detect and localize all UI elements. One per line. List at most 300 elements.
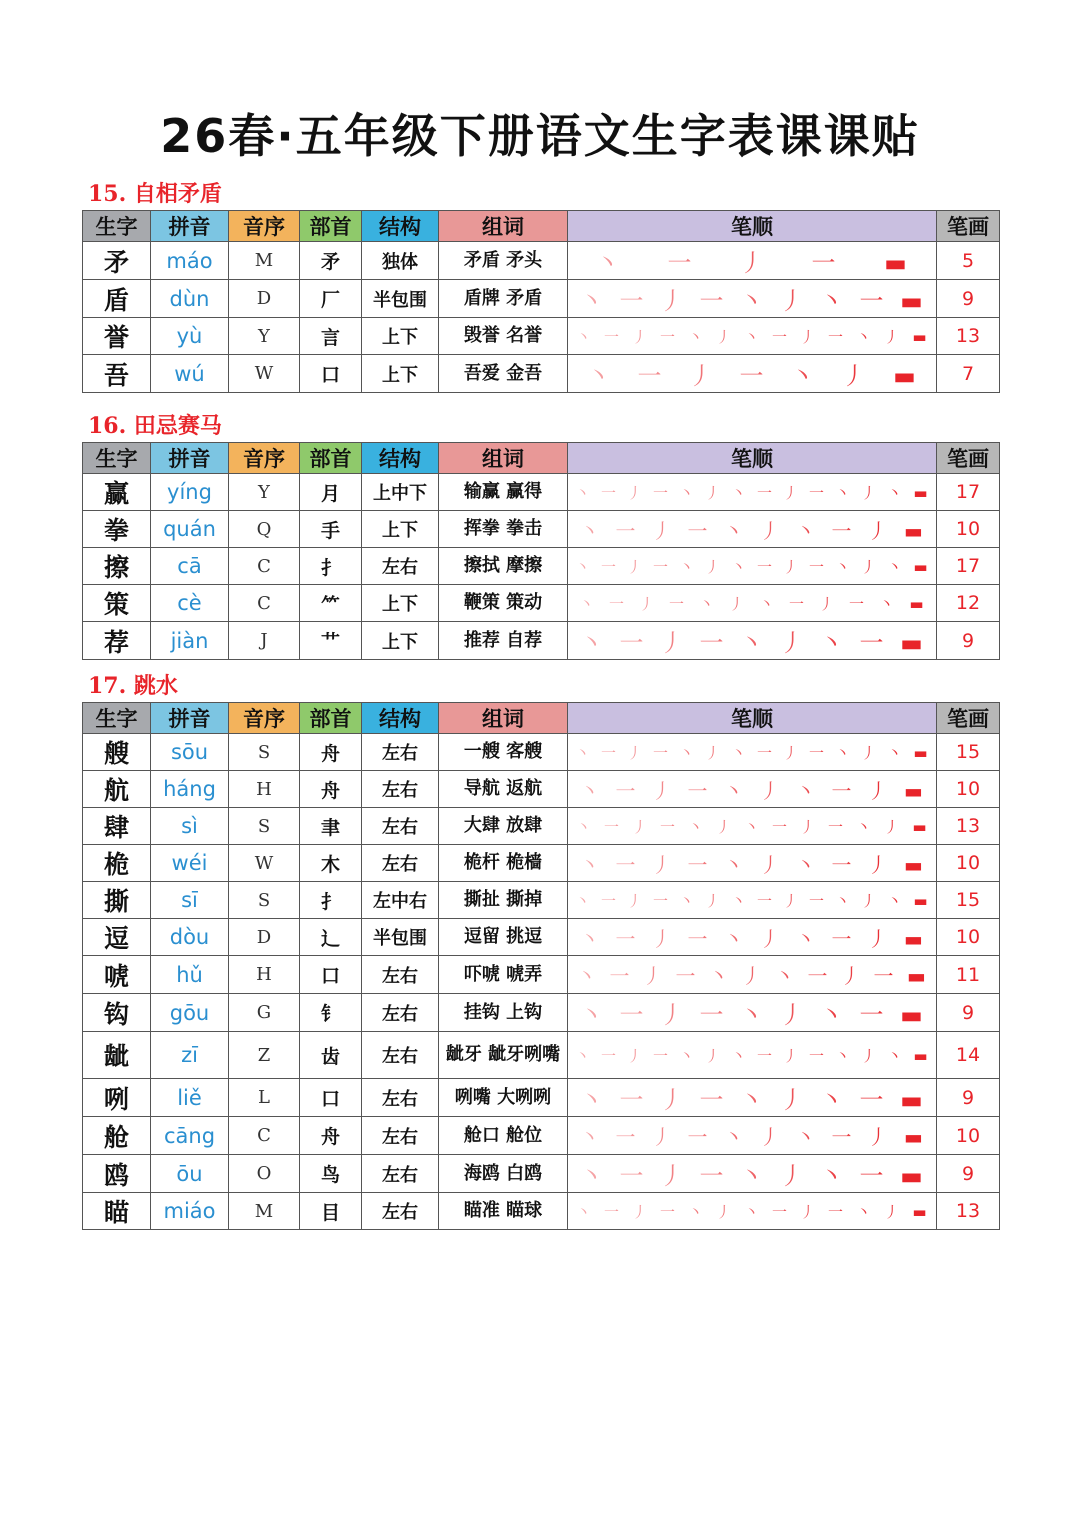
stroke-step-icon: 丿 — [631, 327, 647, 346]
stroke-step-icon: 丶 — [795, 1125, 816, 1149]
stroke-step-icon: 丿 — [759, 852, 780, 877]
stroke-step-icon: 一 — [831, 852, 852, 877]
stroke-step-icon: ▬ — [913, 891, 928, 910]
stroke-step-icon: 丿 — [860, 1046, 876, 1065]
cell-radical: 口 — [300, 1079, 362, 1117]
stroke-step-icon: 丶 — [834, 891, 850, 910]
stroke-step-icon: 一 — [788, 594, 804, 613]
stroke-step-icon: 丶 — [855, 817, 871, 836]
stroke-step-icon: 丶 — [723, 926, 744, 951]
table-row — [83, 919, 1000, 956]
stroke-step-icon: 一 — [808, 743, 824, 762]
stroke-step-icon: 丶 — [579, 1162, 604, 1190]
cell-strokes — [568, 845, 937, 882]
stroke-step-icon: 一 — [859, 629, 884, 657]
stroke-step-icon: 丶 — [575, 1202, 591, 1221]
cell-pinyin: zī — [151, 1032, 229, 1079]
stroke-step-icon: 一 — [808, 557, 824, 576]
cell-structure: 左中右 — [362, 882, 439, 919]
stroke-step-icon: 丶 — [878, 594, 894, 613]
stroke-step-icon: 一 — [699, 1086, 724, 1114]
stroke-step-icon: 丶 — [834, 1046, 850, 1065]
stroke-step-icon: 丿 — [739, 249, 764, 277]
stroke-step-icon: 丶 — [739, 1001, 764, 1029]
cell-count: 5 — [937, 242, 1000, 280]
cell-words: 毁誉 名誉 — [439, 318, 568, 355]
stroke-step-icon: 一 — [687, 926, 708, 951]
cell-radical: ⺮ — [300, 585, 362, 622]
cell-pinyin: máo — [151, 242, 229, 280]
cell-char: 咧 — [83, 1079, 151, 1117]
cell-structure: 左右 — [362, 771, 439, 808]
column-header-structure: 结构 — [362, 443, 439, 474]
cell-order: Q — [229, 511, 300, 548]
cell-structure: 左右 — [362, 994, 439, 1032]
stroke-step-icon: 丶 — [579, 518, 600, 543]
stroke-step-icon: 丶 — [730, 1046, 746, 1065]
cell-char: 矛 — [83, 242, 151, 280]
stroke-step-icon: 丿 — [651, 518, 672, 543]
cell-order: D — [229, 919, 300, 956]
cell-radical: 舟 — [300, 771, 362, 808]
stroke-step-icon: 丶 — [819, 1086, 844, 1114]
stroke-step-icon: 一 — [859, 1162, 884, 1190]
cell-char: 拳 — [83, 511, 151, 548]
stroke-step-icon: 一 — [615, 518, 636, 543]
cell-pinyin: cā — [151, 548, 229, 585]
cell-strokes — [568, 734, 937, 771]
stroke-step-icon: 一 — [831, 1125, 852, 1149]
cell-count: 15 — [937, 882, 1000, 919]
stroke-step-icon: 丿 — [779, 1001, 804, 1029]
cell-structure: 左右 — [362, 1079, 439, 1117]
stroke-step-icon: 丿 — [659, 1001, 684, 1029]
cell-count: 10 — [937, 511, 1000, 548]
stroke-step-icon: 丿 — [704, 483, 720, 502]
cell-order: H — [229, 956, 300, 994]
table-row — [83, 318, 1000, 355]
stroke-step-icon: 丿 — [642, 964, 663, 988]
stroke-step-icon: ▬ — [893, 362, 916, 390]
stroke-step-icon: 一 — [652, 743, 668, 762]
cell-char: 舱 — [83, 1117, 151, 1155]
stroke-step-icon: 一 — [859, 1001, 884, 1029]
cell-radical: 艹 — [300, 622, 362, 660]
stroke-step-icon: 丿 — [860, 891, 876, 910]
stroke-step-icon: 一 — [619, 1162, 644, 1190]
cell-pinyin: ōu — [151, 1155, 229, 1193]
cell-char: 荐 — [83, 622, 151, 660]
stroke-step-icon: 一 — [600, 743, 616, 762]
cell-order: S — [229, 734, 300, 771]
table-row — [83, 1117, 1000, 1155]
cell-pinyin: cāng — [151, 1117, 229, 1155]
cell-pinyin: dùn — [151, 280, 229, 318]
header-row — [83, 443, 1000, 474]
stroke-step-icon: ▬ — [904, 1125, 923, 1149]
cell-strokes — [568, 280, 937, 318]
character-table — [82, 210, 1000, 393]
character-table — [82, 442, 1000, 660]
cell-char: 擦 — [83, 548, 151, 585]
stroke-step-icon: 一 — [739, 362, 764, 390]
cell-strokes — [568, 318, 937, 355]
stroke-step-icon: 一 — [831, 518, 852, 543]
stroke-step-icon: 丶 — [743, 817, 759, 836]
cell-radical: 鸟 — [300, 1155, 362, 1193]
stroke-step-icon: 丿 — [867, 926, 888, 951]
stroke-step-icon: 丿 — [782, 1046, 798, 1065]
stroke-step-icon: 一 — [619, 1086, 644, 1114]
stroke-step-icon: 丶 — [576, 964, 597, 988]
cell-structure: 左右 — [362, 548, 439, 585]
stroke-step-icon: 丶 — [687, 817, 703, 836]
stroke-step-icon: 一 — [619, 1001, 644, 1029]
cell-order: C — [229, 585, 300, 622]
stroke-step-icon: 一 — [619, 629, 644, 657]
cell-structure: 左右 — [362, 808, 439, 845]
stroke-step-icon: 一 — [808, 1046, 824, 1065]
column-header-strokes: 笔顺 — [568, 211, 937, 242]
stroke-step-icon: 一 — [848, 594, 864, 613]
stroke-step-icon: ▬ — [912, 1202, 927, 1221]
cell-count: 11 — [937, 956, 1000, 994]
stroke-step-icon: 丶 — [574, 483, 590, 502]
stroke-step-icon: 一 — [699, 629, 724, 657]
table-row — [83, 845, 1000, 882]
cell-structure: 左右 — [362, 1032, 439, 1079]
stroke-step-icon: 丶 — [834, 743, 850, 762]
stroke-step-icon: 丿 — [659, 629, 684, 657]
cell-words: 挂钩 上钩 — [439, 994, 568, 1032]
cell-structure: 左右 — [362, 1193, 439, 1230]
stroke-step-icon: 一 — [619, 287, 644, 315]
stroke-step-icon: 丶 — [819, 629, 844, 657]
stroke-step-icon: 一 — [600, 891, 616, 910]
stroke-step-icon: 丿 — [651, 926, 672, 951]
stroke-step-icon: 一 — [600, 483, 616, 502]
cell-strokes — [568, 355, 937, 393]
cell-words: 挥拳 拳击 — [439, 511, 568, 548]
stroke-step-icon: 丶 — [678, 1046, 694, 1065]
stroke-step-icon: 一 — [756, 483, 772, 502]
table-row — [83, 511, 1000, 548]
cell-structure: 上下 — [362, 511, 439, 548]
cell-char: 唬 — [83, 956, 151, 994]
stroke-step-icon: 丶 — [579, 1086, 604, 1114]
cell-pinyin: gōu — [151, 994, 229, 1032]
stroke-step-icon: ▬ — [900, 629, 923, 657]
table-row — [83, 734, 1000, 771]
table-row — [83, 280, 1000, 318]
cell-words: 龇牙 龇牙咧嘴 — [439, 1032, 568, 1079]
stroke-step-icon: 丶 — [708, 964, 729, 988]
stroke-step-icon: 一 — [615, 778, 636, 803]
table-row — [83, 622, 1000, 660]
cell-count: 9 — [937, 280, 1000, 318]
cell-order: W — [229, 355, 300, 393]
cell-structure: 左右 — [362, 845, 439, 882]
table-row — [83, 808, 1000, 845]
stroke-step-icon: 丶 — [855, 1202, 871, 1221]
cell-radical: 厂 — [300, 280, 362, 318]
column-header-char: 生字 — [83, 703, 151, 734]
cell-words: 鞭策 策动 — [439, 585, 568, 622]
cell-strokes — [568, 808, 937, 845]
cell-structure: 上中下 — [362, 474, 439, 511]
stroke-step-icon: 丿 — [759, 1125, 780, 1149]
stroke-step-icon: 丿 — [626, 483, 642, 502]
stroke-step-icon: 一 — [859, 1086, 884, 1114]
cell-char: 桅 — [83, 845, 151, 882]
table-row — [83, 771, 1000, 808]
cell-pinyin: hǔ — [151, 956, 229, 994]
stroke-step-icon: 丿 — [867, 852, 888, 877]
stroke-step-icon: ▬ — [904, 852, 923, 877]
stroke-step-icon: 丿 — [867, 778, 888, 803]
cell-pinyin: sōu — [151, 734, 229, 771]
column-header-order: 音序 — [229, 703, 300, 734]
stroke-step-icon: 丶 — [834, 557, 850, 576]
stroke-step-icon: 丿 — [779, 287, 804, 315]
header-row — [83, 703, 1000, 734]
stroke-step-icon: ▬ — [912, 327, 927, 346]
stroke-step-icon: 丶 — [834, 483, 850, 502]
stroke-step-icon: 一 — [668, 594, 684, 613]
cell-structure: 半包围 — [362, 919, 439, 956]
table-row — [83, 585, 1000, 622]
stroke-step-icon: 一 — [827, 327, 843, 346]
table-row — [83, 994, 1000, 1032]
cell-char: 艘 — [83, 734, 151, 771]
cell-order: C — [229, 548, 300, 585]
cell-strokes — [568, 994, 937, 1032]
cell-order: M — [229, 242, 300, 280]
cell-strokes — [568, 548, 937, 585]
cell-structure: 左右 — [362, 734, 439, 771]
stroke-step-icon: 丶 — [723, 778, 744, 803]
column-header-order: 音序 — [229, 211, 300, 242]
cell-order: C — [229, 1117, 300, 1155]
table-row — [83, 242, 1000, 280]
cell-char: 策 — [83, 585, 151, 622]
column-header-pinyin: 拼音 — [151, 211, 229, 242]
cell-radical: 扌 — [300, 548, 362, 585]
stroke-step-icon: 丶 — [730, 483, 746, 502]
stroke-step-icon: 丶 — [586, 362, 611, 390]
cell-count: 9 — [937, 994, 1000, 1032]
stroke-step-icon: 丶 — [730, 891, 746, 910]
stroke-step-icon: 丿 — [799, 1202, 815, 1221]
stroke-step-icon: 丶 — [687, 1202, 703, 1221]
cell-structure: 上下 — [362, 585, 439, 622]
cell-strokes — [568, 1032, 937, 1079]
cell-char: 盾 — [83, 280, 151, 318]
stroke-step-icon: 一 — [615, 926, 636, 951]
stroke-step-icon: 一 — [615, 852, 636, 877]
table-row — [83, 1079, 1000, 1117]
stroke-step-icon: 一 — [637, 362, 662, 390]
stroke-step-icon: 丶 — [579, 926, 600, 951]
cell-char: 航 — [83, 771, 151, 808]
cell-count: 13 — [937, 1193, 1000, 1230]
column-header-words: 组词 — [439, 703, 568, 734]
column-header-structure: 结构 — [362, 211, 439, 242]
stroke-step-icon: 一 — [756, 1046, 772, 1065]
stroke-step-icon: 丶 — [886, 483, 902, 502]
stroke-step-icon: 一 — [873, 964, 894, 988]
stroke-step-icon: 丿 — [883, 1202, 899, 1221]
stroke-step-icon: 丿 — [638, 594, 654, 613]
stroke-step-icon: 丶 — [579, 1001, 604, 1029]
stroke-step-icon: 丶 — [579, 852, 600, 877]
cell-radical: 扌 — [300, 882, 362, 919]
stroke-step-icon: 丶 — [574, 891, 590, 910]
stroke-step-icon: ▬ — [900, 287, 923, 315]
stroke-step-icon: 丶 — [743, 1202, 759, 1221]
table-row — [83, 548, 1000, 585]
stroke-step-icon: 丿 — [704, 557, 720, 576]
cell-char: 龇 — [83, 1032, 151, 1079]
column-header-pinyin: 拼音 — [151, 703, 229, 734]
cell-strokes — [568, 585, 937, 622]
cell-char: 撕 — [83, 882, 151, 919]
cell-strokes — [568, 882, 937, 919]
cell-structure: 左右 — [362, 956, 439, 994]
stroke-step-icon: 一 — [771, 327, 787, 346]
stroke-step-icon: 丶 — [886, 743, 902, 762]
lesson-17-section — [82, 670, 999, 1230]
stroke-step-icon: 丶 — [579, 287, 604, 315]
stroke-step-icon: 丿 — [728, 594, 744, 613]
cell-words: 吾爱 金吾 — [439, 355, 568, 393]
stroke-step-icon: 丶 — [678, 483, 694, 502]
cell-pinyin: jiàn — [151, 622, 229, 660]
stroke-step-icon: ▬ — [913, 483, 928, 502]
cell-count: 10 — [937, 771, 1000, 808]
column-header-strokes: 笔顺 — [568, 703, 937, 734]
cell-words: 盾牌 矛盾 — [439, 280, 568, 318]
stroke-step-icon: ▬ — [909, 594, 924, 613]
stroke-step-icon: 丿 — [741, 964, 762, 988]
stroke-step-icon: 一 — [756, 557, 772, 576]
stroke-step-icon: 丿 — [860, 557, 876, 576]
stroke-step-icon: 丶 — [819, 1162, 844, 1190]
stroke-step-icon: 丶 — [687, 327, 703, 346]
cell-words: 咧嘴 大咧咧 — [439, 1079, 568, 1117]
cell-pinyin: háng — [151, 771, 229, 808]
stroke-step-icon: 一 — [808, 891, 824, 910]
stroke-step-icon: 一 — [687, 778, 708, 803]
column-header-strokes: 笔顺 — [568, 443, 937, 474]
cell-radical: 口 — [300, 956, 362, 994]
cell-structure: 上下 — [362, 622, 439, 660]
cell-char: 瞄 — [83, 1193, 151, 1230]
stroke-step-icon: ▬ — [904, 926, 923, 951]
stroke-step-icon: 丶 — [579, 1125, 600, 1149]
cell-radical: 矛 — [300, 242, 362, 280]
cell-radical: 口 — [300, 355, 362, 393]
stroke-step-icon: ▬ — [907, 964, 926, 988]
stroke-step-icon: 丶 — [774, 964, 795, 988]
cell-strokes — [568, 622, 937, 660]
cell-count: 15 — [937, 734, 1000, 771]
cell-words: 导航 返航 — [439, 771, 568, 808]
table-row — [83, 1193, 1000, 1230]
table-row — [83, 1155, 1000, 1193]
stroke-step-icon: 丶 — [758, 594, 774, 613]
stroke-step-icon: 一 — [652, 1046, 668, 1065]
stroke-step-icon: 丿 — [626, 1046, 642, 1065]
cell-order: M — [229, 1193, 300, 1230]
cell-pinyin: dòu — [151, 919, 229, 956]
cell-radical: 手 — [300, 511, 362, 548]
stroke-step-icon: 一 — [756, 743, 772, 762]
stroke-step-icon: 丶 — [574, 557, 590, 576]
cell-words: 海鸥 白鸥 — [439, 1155, 568, 1193]
stroke-step-icon: 丶 — [723, 1125, 744, 1149]
stroke-step-icon: ▬ — [912, 817, 927, 836]
stroke-step-icon: 一 — [603, 1202, 619, 1221]
stroke-step-icon: 丿 — [626, 557, 642, 576]
stroke-step-icon: 丶 — [595, 249, 620, 277]
stroke-step-icon: 丶 — [886, 891, 902, 910]
stroke-step-icon: 丿 — [799, 817, 815, 836]
cell-radical: 钅 — [300, 994, 362, 1032]
stroke-step-icon: 丿 — [782, 483, 798, 502]
lesson-heading: 16. 田忌赛马 — [88, 413, 222, 439]
cell-words: 桅杆 桅樯 — [439, 845, 568, 882]
cell-strokes — [568, 1079, 937, 1117]
stroke-step-icon: 一 — [811, 249, 836, 277]
column-header-count: 笔画 — [937, 443, 1000, 474]
stroke-step-icon: 一 — [771, 817, 787, 836]
table-row — [83, 882, 1000, 919]
stroke-step-icon: 一 — [652, 483, 668, 502]
stroke-step-icon: 一 — [659, 817, 675, 836]
stroke-step-icon: 丿 — [883, 817, 899, 836]
cell-words: 推荐 自荐 — [439, 622, 568, 660]
stroke-step-icon: 一 — [687, 1125, 708, 1149]
stroke-step-icon: 一 — [609, 964, 630, 988]
cell-order: S — [229, 882, 300, 919]
stroke-step-icon: 一 — [687, 852, 708, 877]
column-header-radical: 部首 — [300, 703, 362, 734]
stroke-step-icon: 一 — [699, 1001, 724, 1029]
stroke-step-icon: 丶 — [730, 743, 746, 762]
cell-radical: 目 — [300, 1193, 362, 1230]
stroke-step-icon: 丿 — [799, 327, 815, 346]
cell-char: 誉 — [83, 318, 151, 355]
stroke-step-icon: 一 — [827, 817, 843, 836]
cell-strokes — [568, 771, 937, 808]
lesson-heading: 17. 跳水 — [88, 673, 178, 699]
stroke-step-icon: 丶 — [739, 287, 764, 315]
cell-order: Y — [229, 474, 300, 511]
stroke-step-icon: 丶 — [575, 327, 591, 346]
cell-radical: 齿 — [300, 1032, 362, 1079]
stroke-step-icon: 丶 — [790, 362, 815, 390]
column-header-words: 组词 — [439, 443, 568, 474]
stroke-step-icon: ▬ — [900, 1162, 923, 1190]
cell-radical: 舟 — [300, 1117, 362, 1155]
cell-radical: 舟 — [300, 734, 362, 771]
page-title: 26春·五年级下册语文生字表课课贴 — [160, 109, 920, 163]
cell-words: 瞄准 瞄球 — [439, 1193, 568, 1230]
cell-count: 10 — [937, 1117, 1000, 1155]
cell-count: 9 — [937, 1079, 1000, 1117]
stroke-step-icon: ▬ — [913, 1046, 928, 1065]
